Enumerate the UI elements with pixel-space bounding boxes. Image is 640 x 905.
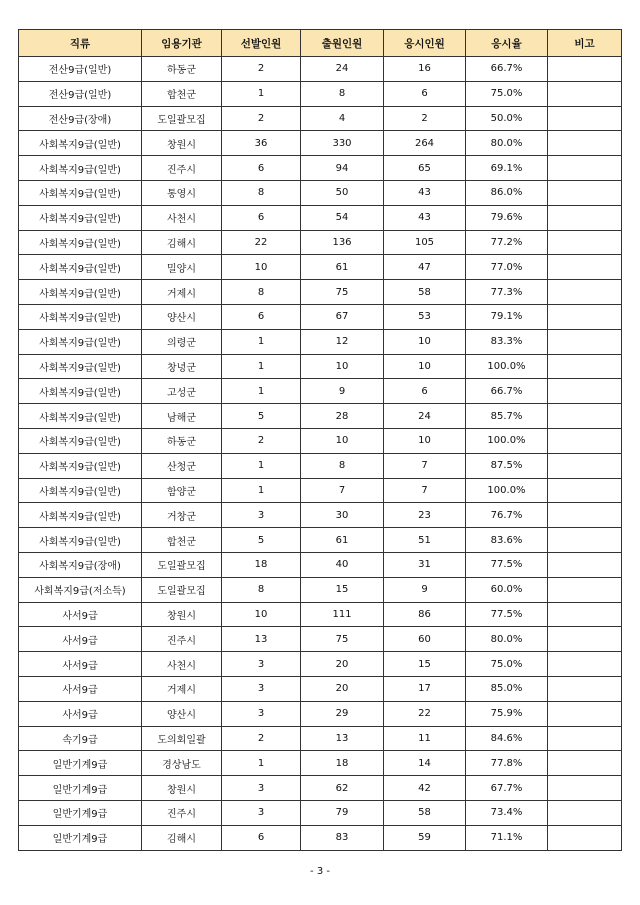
cell-agency: 밀양시 — [142, 255, 222, 280]
cell-agency: 양산시 — [142, 701, 222, 726]
cell-selected: 8 — [222, 577, 301, 602]
cell-selected: 3 — [222, 676, 301, 701]
cell-applied: 15 — [301, 577, 384, 602]
table-header-row — [19, 30, 622, 57]
cell-attended: 15 — [384, 652, 466, 677]
cell-remarks — [548, 453, 622, 478]
cell-selected: 1 — [222, 751, 301, 776]
cell-applied: 4 — [301, 106, 384, 131]
cell-remarks — [548, 478, 622, 503]
cell-selected: 1 — [222, 453, 301, 478]
cell-remarks — [548, 404, 622, 429]
cell-applied: 61 — [301, 255, 384, 280]
table-row — [19, 205, 622, 230]
cell-agency: 통영시 — [142, 180, 222, 205]
cell-selected: 22 — [222, 230, 301, 255]
cell-attended: 58 — [384, 280, 466, 305]
cell-attended: 43 — [384, 180, 466, 205]
cell-attendance-rate: 79.6% — [466, 205, 548, 230]
cell-attended: 53 — [384, 304, 466, 329]
cell-selected: 2 — [222, 428, 301, 453]
cell-agency: 창원시 — [142, 776, 222, 801]
cell-applied: 29 — [301, 701, 384, 726]
cell-agency: 도일괄모집 — [142, 552, 222, 577]
cell-attended: 9 — [384, 577, 466, 602]
cell-attendance-rate: 87.5% — [466, 453, 548, 478]
cell-job-type: 사회복지9급(일반) — [19, 528, 142, 553]
cell-attendance-rate: 86.0% — [466, 180, 548, 205]
cell-selected: 3 — [222, 776, 301, 801]
cell-job-type: 사회복지9급(일반) — [19, 478, 142, 503]
cell-selected: 1 — [222, 81, 301, 106]
cell-attendance-rate: 73.4% — [466, 800, 548, 825]
cell-remarks — [548, 577, 622, 602]
cell-remarks — [548, 57, 622, 82]
cell-attendance-rate: 50.0% — [466, 106, 548, 131]
cell-remarks — [548, 825, 622, 850]
cell-remarks — [548, 180, 622, 205]
cell-agency: 합천군 — [142, 81, 222, 106]
cell-job-type: 사서9급 — [19, 627, 142, 652]
cell-applied: 62 — [301, 776, 384, 801]
cell-applied: 24 — [301, 57, 384, 82]
cell-remarks — [548, 205, 622, 230]
cell-remarks — [548, 280, 622, 305]
cell-attendance-rate: 83.6% — [466, 528, 548, 553]
cell-job-type: 사회복지9급(저소득) — [19, 577, 142, 602]
cell-attended: 24 — [384, 404, 466, 429]
cell-agency: 의령군 — [142, 329, 222, 354]
table-row — [19, 379, 622, 404]
cell-job-type: 사회복지9급(일반) — [19, 304, 142, 329]
header-agency: 임용기관 — [142, 30, 222, 57]
cell-agency: 거창군 — [142, 503, 222, 528]
cell-attendance-rate: 85.0% — [466, 676, 548, 701]
cell-attendance-rate: 75.0% — [466, 652, 548, 677]
cell-attendance-rate: 80.0% — [466, 627, 548, 652]
cell-selected: 2 — [222, 106, 301, 131]
cell-applied: 61 — [301, 528, 384, 553]
cell-remarks — [548, 354, 622, 379]
cell-selected: 1 — [222, 379, 301, 404]
cell-attended: 51 — [384, 528, 466, 553]
cell-attended: 86 — [384, 602, 466, 627]
cell-remarks — [548, 776, 622, 801]
cell-agency: 산청군 — [142, 453, 222, 478]
table-row — [19, 478, 622, 503]
cell-applied: 10 — [301, 354, 384, 379]
cell-remarks — [548, 156, 622, 181]
cell-attended: 59 — [384, 825, 466, 850]
table-row — [19, 106, 622, 131]
cell-attended: 23 — [384, 503, 466, 528]
cell-attended: 16 — [384, 57, 466, 82]
cell-applied: 30 — [301, 503, 384, 528]
cell-agency: 창원시 — [142, 602, 222, 627]
cell-agency: 도일괄모집 — [142, 577, 222, 602]
cell-attended: 47 — [384, 255, 466, 280]
cell-agency: 사천시 — [142, 205, 222, 230]
table-row — [19, 602, 622, 627]
cell-job-type: 일반기계9급 — [19, 825, 142, 850]
cell-selected: 6 — [222, 304, 301, 329]
table-row — [19, 131, 622, 156]
cell-job-type: 사회복지9급(일반) — [19, 205, 142, 230]
cell-agency: 진주시 — [142, 800, 222, 825]
cell-job-type: 사서9급 — [19, 701, 142, 726]
cell-selected: 1 — [222, 478, 301, 503]
cell-applied: 8 — [301, 453, 384, 478]
cell-attendance-rate: 77.8% — [466, 751, 548, 776]
cell-attendance-rate: 100.0% — [466, 478, 548, 503]
cell-remarks — [548, 503, 622, 528]
cell-remarks — [548, 379, 622, 404]
cell-attended: 31 — [384, 552, 466, 577]
cell-job-type: 사회복지9급(일반) — [19, 230, 142, 255]
cell-attended: 65 — [384, 156, 466, 181]
cell-applied: 28 — [301, 404, 384, 429]
page-number: - 3 - — [310, 866, 330, 877]
cell-agency: 합천군 — [142, 528, 222, 553]
cell-attended: 6 — [384, 379, 466, 404]
table-row — [19, 304, 622, 329]
header-attendance-rate: 응시율 — [466, 30, 548, 57]
cell-remarks — [548, 602, 622, 627]
cell-selected: 3 — [222, 701, 301, 726]
cell-attendance-rate: 66.7% — [466, 379, 548, 404]
cell-selected: 18 — [222, 552, 301, 577]
cell-selected: 3 — [222, 652, 301, 677]
cell-applied: 79 — [301, 800, 384, 825]
cell-agency: 창녕군 — [142, 354, 222, 379]
cell-selected: 8 — [222, 180, 301, 205]
table-row — [19, 701, 622, 726]
cell-attended: 7 — [384, 453, 466, 478]
cell-applied: 50 — [301, 180, 384, 205]
cell-applied: 54 — [301, 205, 384, 230]
cell-job-type: 일반기계9급 — [19, 751, 142, 776]
applicant-table — [18, 29, 622, 851]
cell-attendance-rate: 77.3% — [466, 280, 548, 305]
cell-applied: 9 — [301, 379, 384, 404]
table-row — [19, 156, 622, 181]
cell-agency: 남해군 — [142, 404, 222, 429]
cell-applied: 12 — [301, 329, 384, 354]
cell-agency: 하동군 — [142, 428, 222, 453]
cell-attended: 10 — [384, 428, 466, 453]
cell-selected: 1 — [222, 329, 301, 354]
cell-agency: 경상남도 — [142, 751, 222, 776]
cell-job-type: 사회복지9급(일반) — [19, 453, 142, 478]
table-row — [19, 825, 622, 850]
cell-applied: 10 — [301, 428, 384, 453]
cell-agency: 김해시 — [142, 825, 222, 850]
cell-applied: 83 — [301, 825, 384, 850]
cell-remarks — [548, 428, 622, 453]
cell-remarks — [548, 800, 622, 825]
cell-remarks — [548, 751, 622, 776]
cell-attendance-rate: 69.1% — [466, 156, 548, 181]
cell-remarks — [548, 255, 622, 280]
cell-attended: 58 — [384, 800, 466, 825]
cell-attendance-rate: 76.7% — [466, 503, 548, 528]
table-row — [19, 404, 622, 429]
cell-agency: 도의회일괄 — [142, 726, 222, 751]
cell-agency: 하동군 — [142, 57, 222, 82]
cell-job-type: 일반기계9급 — [19, 800, 142, 825]
table-row — [19, 577, 622, 602]
table-row — [19, 180, 622, 205]
cell-job-type: 사회복지9급(일반) — [19, 379, 142, 404]
cell-job-type: 속기9급 — [19, 726, 142, 751]
cell-attendance-rate: 66.7% — [466, 57, 548, 82]
cell-applied: 7 — [301, 478, 384, 503]
cell-agency: 사천시 — [142, 652, 222, 677]
cell-applied: 20 — [301, 676, 384, 701]
header-job-type: 직류 — [19, 30, 142, 57]
header-remarks: 비고 — [548, 30, 622, 57]
cell-attended: 2 — [384, 106, 466, 131]
cell-applied: 20 — [301, 652, 384, 677]
cell-remarks — [548, 106, 622, 131]
cell-remarks — [548, 676, 622, 701]
cell-agency: 창원시 — [142, 131, 222, 156]
cell-job-type: 사회복지9급(일반) — [19, 131, 142, 156]
cell-applied: 13 — [301, 726, 384, 751]
cell-attendance-rate: 83.3% — [466, 329, 548, 354]
cell-remarks — [548, 131, 622, 156]
cell-selected: 8 — [222, 280, 301, 305]
table-row — [19, 280, 622, 305]
table-row — [19, 751, 622, 776]
cell-attendance-rate: 77.0% — [466, 255, 548, 280]
cell-agency: 진주시 — [142, 627, 222, 652]
header-selected: 선발인원 — [222, 30, 301, 57]
cell-remarks — [548, 528, 622, 553]
cell-attended: 22 — [384, 701, 466, 726]
cell-applied: 8 — [301, 81, 384, 106]
cell-remarks — [548, 701, 622, 726]
cell-remarks — [548, 329, 622, 354]
cell-applied: 111 — [301, 602, 384, 627]
table-row — [19, 230, 622, 255]
cell-selected: 10 — [222, 602, 301, 627]
cell-job-type: 사회복지9급(장애) — [19, 552, 142, 577]
table-row — [19, 726, 622, 751]
cell-agency: 고성군 — [142, 379, 222, 404]
cell-selected: 5 — [222, 528, 301, 553]
table-row — [19, 552, 622, 577]
cell-agency: 도일괄모집 — [142, 106, 222, 131]
cell-job-type: 사회복지9급(일반) — [19, 329, 142, 354]
cell-attendance-rate: 77.5% — [466, 602, 548, 627]
cell-job-type: 사회복지9급(일반) — [19, 404, 142, 429]
cell-job-type: 일반기계9급 — [19, 776, 142, 801]
table-row — [19, 428, 622, 453]
cell-attendance-rate: 60.0% — [466, 577, 548, 602]
cell-attended: 11 — [384, 726, 466, 751]
header-attended: 응시인원 — [384, 30, 466, 57]
cell-attended: 7 — [384, 478, 466, 503]
cell-remarks — [548, 652, 622, 677]
cell-agency: 양산시 — [142, 304, 222, 329]
cell-selected: 13 — [222, 627, 301, 652]
cell-attendance-rate: 85.7% — [466, 404, 548, 429]
cell-agency: 거제시 — [142, 676, 222, 701]
cell-selected: 5 — [222, 404, 301, 429]
cell-attendance-rate: 75.0% — [466, 81, 548, 106]
cell-job-type: 전산9급(일반) — [19, 57, 142, 82]
table-row — [19, 81, 622, 106]
cell-selected: 1 — [222, 354, 301, 379]
cell-selected: 3 — [222, 503, 301, 528]
table-row — [19, 354, 622, 379]
cell-attendance-rate: 84.6% — [466, 726, 548, 751]
cell-remarks — [548, 552, 622, 577]
table-row — [19, 676, 622, 701]
cell-attendance-rate: 100.0% — [466, 428, 548, 453]
cell-job-type: 사서9급 — [19, 602, 142, 627]
table-row — [19, 800, 622, 825]
cell-selected: 36 — [222, 131, 301, 156]
cell-applied: 18 — [301, 751, 384, 776]
cell-selected: 2 — [222, 726, 301, 751]
cell-attended: 14 — [384, 751, 466, 776]
cell-applied: 75 — [301, 627, 384, 652]
cell-remarks — [548, 726, 622, 751]
cell-agency: 거제시 — [142, 280, 222, 305]
cell-remarks — [548, 81, 622, 106]
table-row — [19, 503, 622, 528]
cell-job-type: 사서9급 — [19, 676, 142, 701]
cell-job-type: 사회복지9급(일반) — [19, 280, 142, 305]
cell-attended: 10 — [384, 329, 466, 354]
cell-job-type: 사회복지9급(일반) — [19, 503, 142, 528]
cell-applied: 94 — [301, 156, 384, 181]
cell-attended: 6 — [384, 81, 466, 106]
cell-agency: 함양군 — [142, 478, 222, 503]
cell-attended: 10 — [384, 354, 466, 379]
cell-attendance-rate: 77.2% — [466, 230, 548, 255]
table-row — [19, 528, 622, 553]
cell-remarks — [548, 627, 622, 652]
cell-attendance-rate: 100.0% — [466, 354, 548, 379]
cell-agency: 진주시 — [142, 156, 222, 181]
table-row — [19, 329, 622, 354]
header-applied: 출원인원 — [301, 30, 384, 57]
cell-remarks — [548, 304, 622, 329]
cell-attended: 60 — [384, 627, 466, 652]
cell-attendance-rate: 77.5% — [466, 552, 548, 577]
cell-job-type: 전산9급(장애) — [19, 106, 142, 131]
cell-remarks — [548, 230, 622, 255]
cell-attended: 17 — [384, 676, 466, 701]
cell-selected: 10 — [222, 255, 301, 280]
cell-attended: 105 — [384, 230, 466, 255]
cell-attendance-rate: 67.7% — [466, 776, 548, 801]
cell-job-type: 사회복지9급(일반) — [19, 428, 142, 453]
cell-job-type: 사회복지9급(일반) — [19, 354, 142, 379]
table-row — [19, 776, 622, 801]
cell-attendance-rate: 75.9% — [466, 701, 548, 726]
cell-job-type: 사회복지9급(일반) — [19, 156, 142, 181]
cell-attended: 43 — [384, 205, 466, 230]
cell-attendance-rate: 80.0% — [466, 131, 548, 156]
table-row — [19, 57, 622, 82]
cell-selected: 6 — [222, 825, 301, 850]
cell-attendance-rate: 79.1% — [466, 304, 548, 329]
cell-selected: 3 — [222, 800, 301, 825]
cell-applied: 40 — [301, 552, 384, 577]
cell-attended: 264 — [384, 131, 466, 156]
cell-selected: 6 — [222, 156, 301, 181]
cell-selected: 2 — [222, 57, 301, 82]
table-row — [19, 652, 622, 677]
cell-applied: 75 — [301, 280, 384, 305]
cell-selected: 6 — [222, 205, 301, 230]
table-row — [19, 255, 622, 280]
cell-job-type: 사회복지9급(일반) — [19, 255, 142, 280]
cell-job-type: 사회복지9급(일반) — [19, 180, 142, 205]
cell-attendance-rate: 71.1% — [466, 825, 548, 850]
cell-agency: 김해시 — [142, 230, 222, 255]
cell-applied: 67 — [301, 304, 384, 329]
table-row — [19, 453, 622, 478]
cell-job-type: 사서9급 — [19, 652, 142, 677]
table-row — [19, 627, 622, 652]
cell-applied: 136 — [301, 230, 384, 255]
cell-attended: 42 — [384, 776, 466, 801]
table-body — [19, 57, 622, 851]
cell-applied: 330 — [301, 131, 384, 156]
cell-job-type: 전산9급(일반) — [19, 81, 142, 106]
